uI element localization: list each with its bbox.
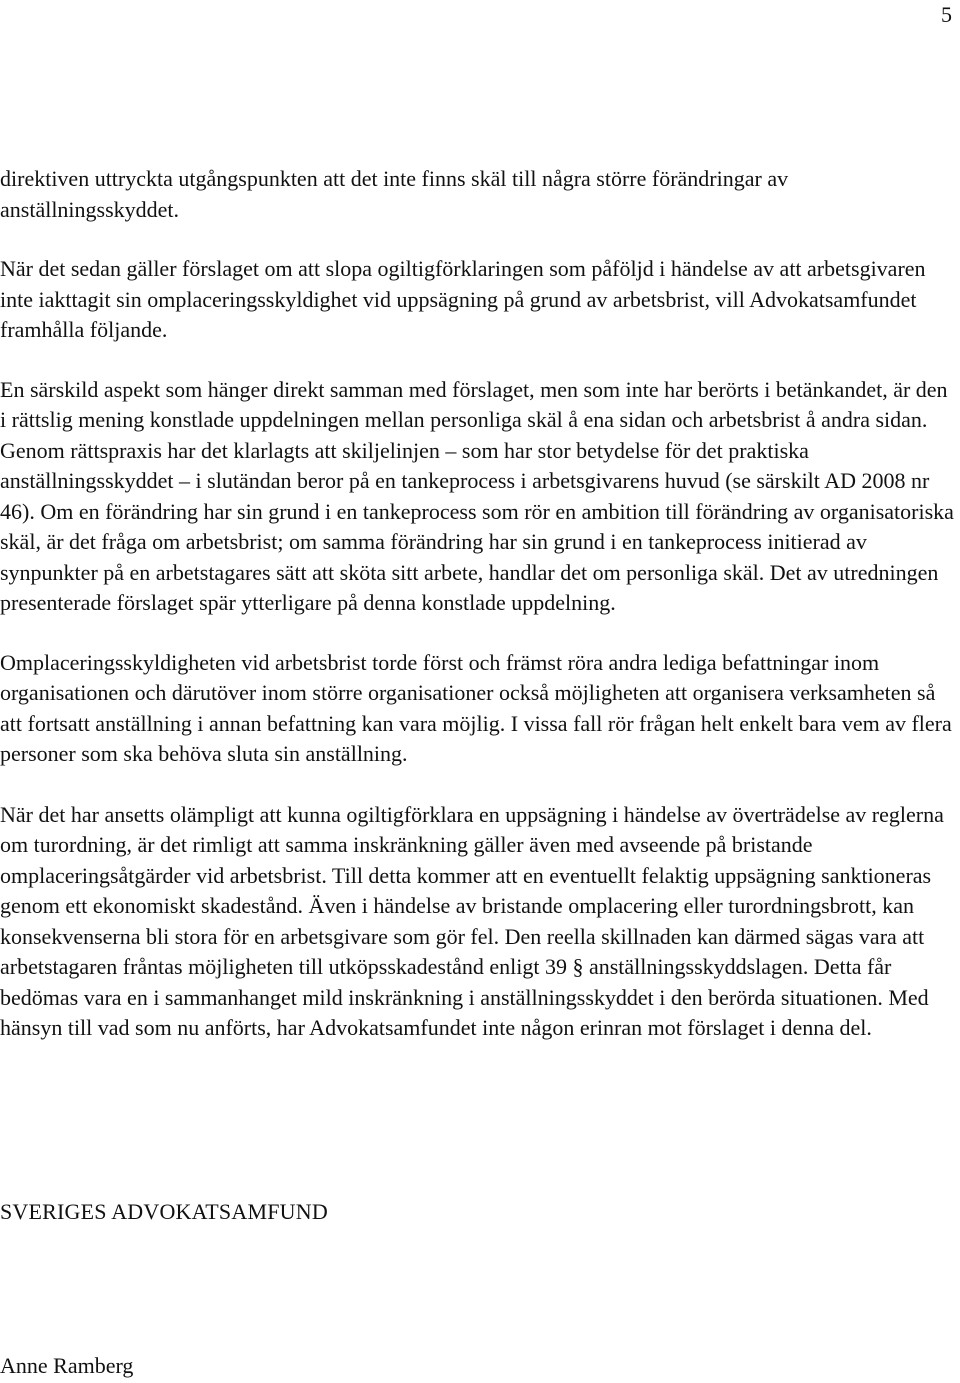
page-number: 5	[941, 2, 952, 27]
signatory-name: Anne Ramberg	[0, 1353, 134, 1378]
paragraph-invalidation-proposal: När det sedan gäller förslaget om att slopa ogiltigförklaringen som påföljd i händelse av att arbetsgivaren inte iakttagit sin omplaceringsskyldighet vid uppsägning på grund av arbetsbrist, vill Advokatsamfundet framhålla följande.	[0, 256, 926, 342]
paragraph-directive-conclusion: direktiven uttryckta utgångspunkten att det inte finns skäl till några större förändringar av anställningsskyddet.	[0, 166, 789, 222]
paragraph-redeployment-duty: Omplaceringsskyldigheten vid arbetsbrist torde först och främst röra andra lediga befattningar inom organisationen och därutöver inom större organisationer också möjligheten att organisera verksamheten så att fortsatt anställning i annan befattning kan vara möjlig. I vissa fall rör frågan helt enkelt bara vem av flera personer som ska behöva sluta sin anställning.	[0, 649, 952, 766]
paragraph-special-aspect: En särskild aspekt som hänger direkt samman med förslaget, men som inte har berörts i betänkandet, är den i rättslig mening konstlade uppdelningen mellan personliga skäl å ena sidan och arbetsbrist å andra sidan. Genom rättspraxis har det klarlagts att skiljelinjen – som har stor betydelse för det praktiska anställningsskyddet – i slutändan beror på en tankeprocess i arbetsgivarens huvud (se särskilt AD 2008 nr 46). Om en förändring har sin grund i en tankeprocess som rör en ambition till förändring av organisatoriska skäl, är det fråga om arbetsbrist; om samma förändring har sin grund i en tankeprocess initierad av synpunkter på en arbetstagares sätt att sköta sitt arbete, handlar det om personliga skäl. Det av utredningen presenterade förslaget spär ytterligare på denna konstlade uppdelning.	[0, 376, 954, 615]
paragraph-conclusion: När det har ansetts olämpligt att kunna ogiltigförklara en uppsägning i händelse av överträdelse av reglerna om turordning, är det rimligt att samma inskränkning gäller även med avseende på bristande omplaceringsåtgärder vid arbetsbrist. Till detta kommer att en eventuellt felaktig uppsägning sanktioneras genom ett ekonomiskt skadestånd. Även i händelse av bristande omplacering eller turordningsbrott, kan konsekvenserna bli stora för en arbetsgivare som gör fel. Den reella skillnaden kan därmed sägas vara att arbetstagaren fråntas möjligheten till utköpsskadestånd enligt 39 § anställningsskyddslagen. Detta får bedömas vara en i sammanhanget mild inskränkning i anställningsskyddet i den berörda situationen. Med hänsyn till vad som nu anförts, har Advokatsamfundet inte någon erinran mot förslaget i denna del.	[0, 801, 944, 1040]
organization-name: SVERIGES ADVOKATSAMFUND	[0, 1199, 328, 1224]
document-body	[0, 164, 958, 1073]
